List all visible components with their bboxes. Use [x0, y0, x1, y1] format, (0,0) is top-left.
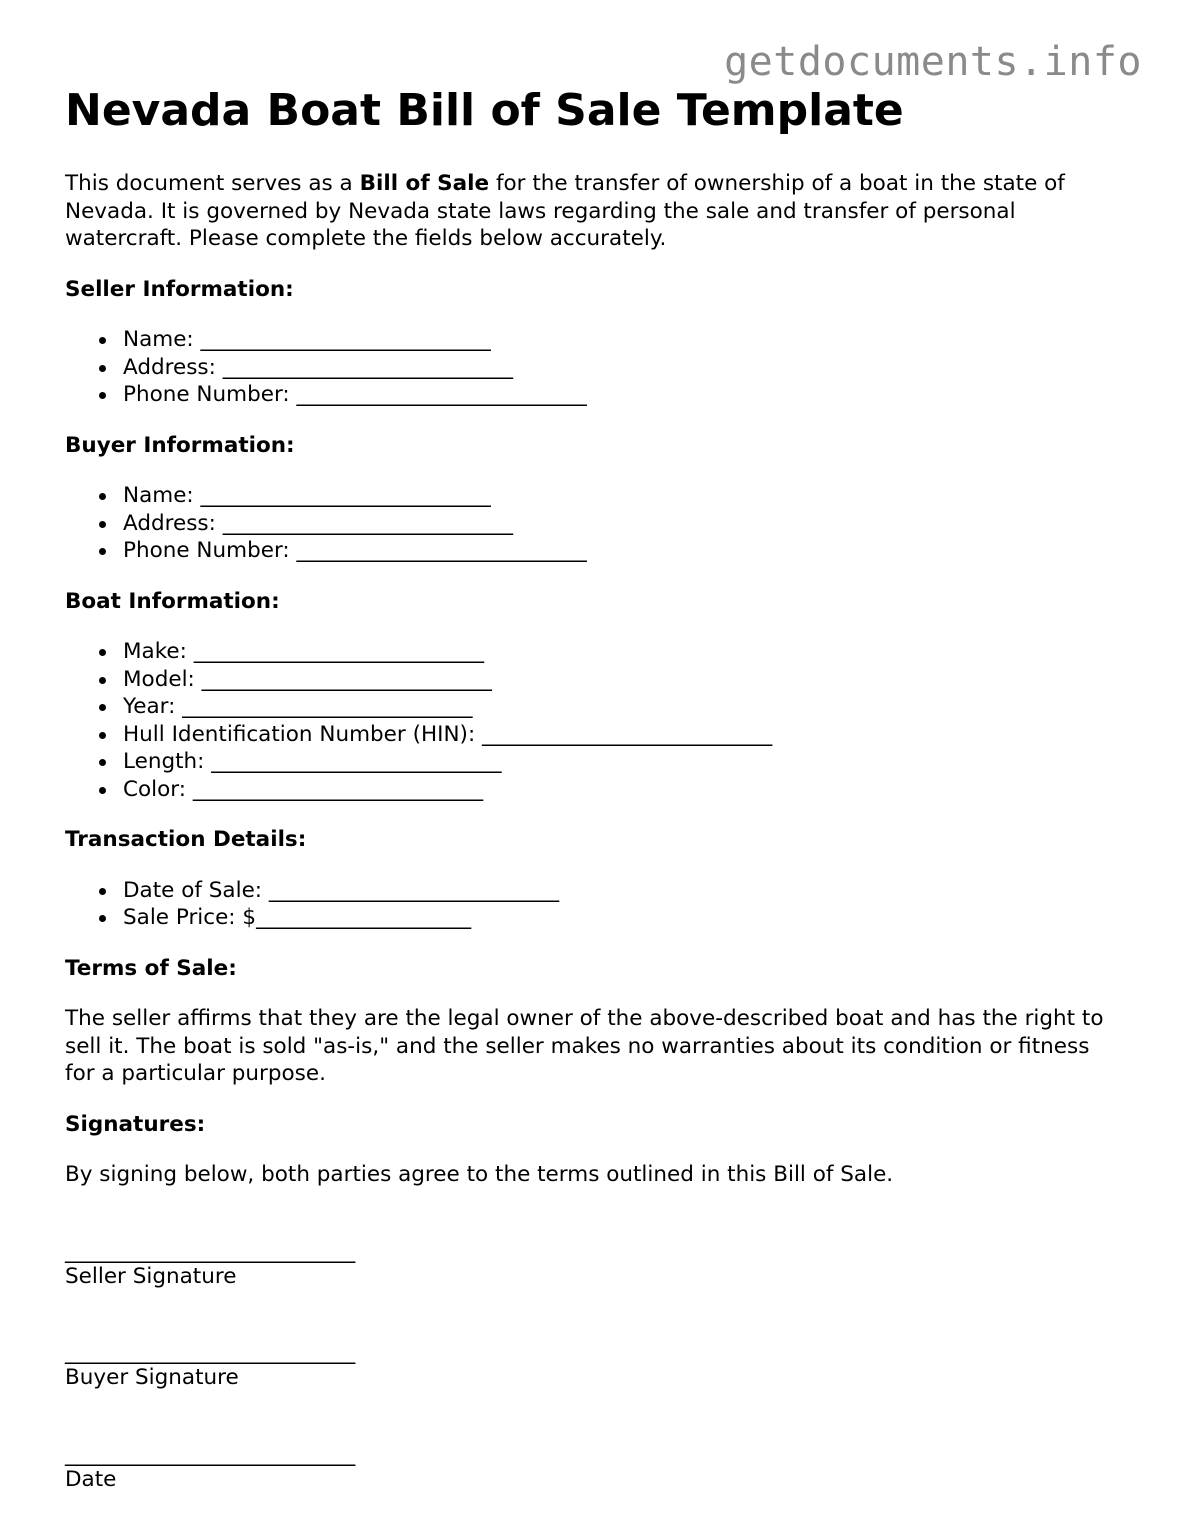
date-signature-block: [65, 1416, 1125, 1494]
intro-text-end: for the transfer of ownership of a boat in the state of Nevada. It is governed by Nevada state laws regarding the sale and transfer of personal watercraft. Please complete the fields below accurately.: [65, 171, 1065, 251]
page-title: Nevada Boat Bill of Sale Template: [65, 85, 904, 136]
signatures-heading: Signatures:: [65, 1111, 206, 1137]
boat-color-field: Color: ___________________________: [123, 776, 1125, 804]
seller-signature-line: ___________________________: [65, 1238, 356, 1264]
watermark: getdocuments.info: [724, 39, 1142, 85]
seller-field-list: [65, 326, 1125, 409]
intro-text-start: This document serves as a: [65, 171, 360, 196]
seller-heading: Seller Information:: [65, 276, 294, 302]
buyer-signature-label: Buyer Signature: [65, 1365, 239, 1390]
terms-paragraph: The seller affirms that they are the legal owner of the above-described boat and has the right to sell it. The boat is sold "as-is," and the seller makes no warranties about its condition or fitness for a particular purpose.: [65, 1006, 1104, 1086]
boat-hin-field: Hull Identification Number (HIN): ___________________________: [123, 721, 1125, 749]
boat-model-field: Model: ___________________________: [123, 666, 1125, 694]
signatures-paragraph: By signing below, both parties agree to the terms outlined in this Bill of Sale.: [65, 1162, 894, 1187]
seller-phone-field: Phone Number: ___________________________: [123, 381, 1125, 409]
date-signature-label: Date: [65, 1466, 117, 1492]
boat-year-field: Year: ___________________________: [123, 693, 1125, 721]
sale-date-field: Date of Sale: ___________________________: [123, 877, 1125, 905]
buyer-phone-field: Phone Number: ___________________________: [123, 537, 1125, 565]
buyer-name-field: Name: ___________________________: [123, 482, 1125, 510]
seller-address-field: Address: ___________________________: [123, 354, 1125, 382]
buyer-signature-block: [65, 1314, 1125, 1392]
buyer-heading: Buyer Information:: [65, 432, 295, 458]
boat-make-field: Make: ___________________________: [123, 638, 1125, 666]
transaction-heading: Transaction Details:: [65, 827, 307, 852]
seller-name-field: Name: ___________________________: [123, 326, 1125, 354]
date-signature-line: ___________________________: [65, 1441, 356, 1467]
terms-heading: Terms of Sale:: [65, 955, 237, 981]
intro-paragraph: [65, 170, 1125, 253]
intro-bold-term: Bill of Sale: [359, 171, 490, 196]
seller-signature-block: [65, 1213, 1125, 1291]
document-page: [65, 84, 1125, 1493]
transaction-field-list: [65, 877, 1125, 932]
boat-heading: Boat Information:: [65, 588, 280, 614]
buyer-field-list: [65, 482, 1125, 565]
boat-length-field: Length: ___________________________: [123, 748, 1125, 776]
buyer-address-field: Address: ___________________________: [123, 510, 1125, 538]
sale-price-field: Sale Price: $____________________: [123, 904, 1125, 932]
buyer-signature-line: ___________________________: [65, 1340, 356, 1365]
boat-field-list: [65, 638, 1125, 803]
seller-signature-label: Seller Signature: [65, 1263, 237, 1289]
